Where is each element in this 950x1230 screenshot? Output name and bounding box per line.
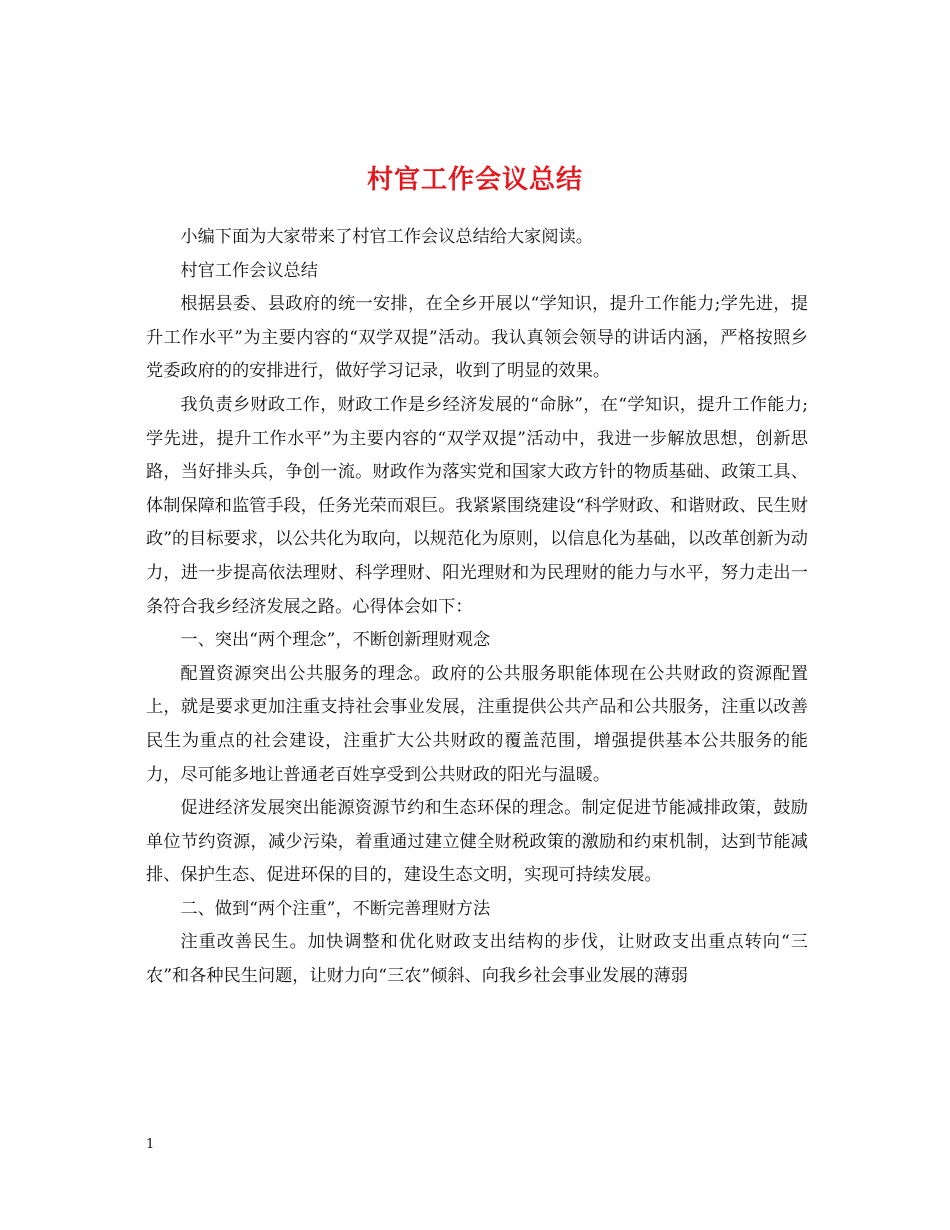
body-paragraph: 注重改善民生。加快调整和优化财政支出结构的步伐，让财政支出重点转向“三农”和各种民生问题，让财力向“三农”倾斜、向我乡社会事业发展的薄弱 <box>146 932 808 987</box>
body-paragraph: 我负责乡财政工作，财政工作是乡经济发展的“命脉”，在“学知识，提升工作能力;学先进，提升工作水平”为主要内容的“双学双提”活动中，我进一步解放思想，创新思路，当好排头兵，争创一流。财政作为落实党和国家大政方针的物质基础、政策工具、体制保障和监管手段，任务光荣而艰巨。我紧紧围绕建设“科学财政、和谐财政、民生财政”的目标要求，以公共化为取向，以规范化为原则，以信息化为基础，以改革创新为动力，进一步提高依法理财、科学理财、阳光理财和为民理财的能力与水平，努力走出一条符合我乡经济发展之路。心得体会如下： <box>146 394 808 617</box>
subtitle-paragraph: 村官工作会议总结 <box>180 260 318 281</box>
section-heading: 一、突出“两个理念”，不断创新理财观念 <box>180 630 491 651</box>
section-heading: 二、做到“两个注重”，不断完善理财方法 <box>180 898 491 919</box>
document-body <box>146 221 808 994</box>
body-paragraph: 配置资源突出公共服务的理念。政府的公共服务职能体现在公共财政的资源配置上，就是要求更加注重支持社会事业发展，注重提供公共产品和公共服务，注重以改善民生为重点的社会建设，注重扩大公共财政的覆盖范围，增强提供基本公共服务的能力，尽可能多地让普通老百姓享受到公共财政的阳光与温暖。 <box>146 663 808 785</box>
page-number: 1 <box>146 1137 155 1152</box>
intro-paragraph: 小编下面为大家带来了村官工作会议总结给大家阅读。 <box>180 227 593 247</box>
body-paragraph: 促进经济发展突出能源资源节约和生态环保的理念。制定促进节能减排政策，鼓励单位节约资源，减少污染，着重通过建立健全财税政策的激励和约束机制，达到节能减排、保护生态、促进环保的目的，建设生态文明，实现可持续发展。 <box>146 798 808 886</box>
body-paragraph: 根据县委、县政府的统一安排，在全乡开展以“学知识，提升工作能力;学先进，提升工作水平”为主要内容的“双学双提”活动。我认真领会领导的讲话内涵，严格按照乡党委政府的的安排进行，做好学习记录，收到了明显的效果。 <box>146 294 808 382</box>
page-title: 村官工作会议总结 <box>366 165 583 196</box>
